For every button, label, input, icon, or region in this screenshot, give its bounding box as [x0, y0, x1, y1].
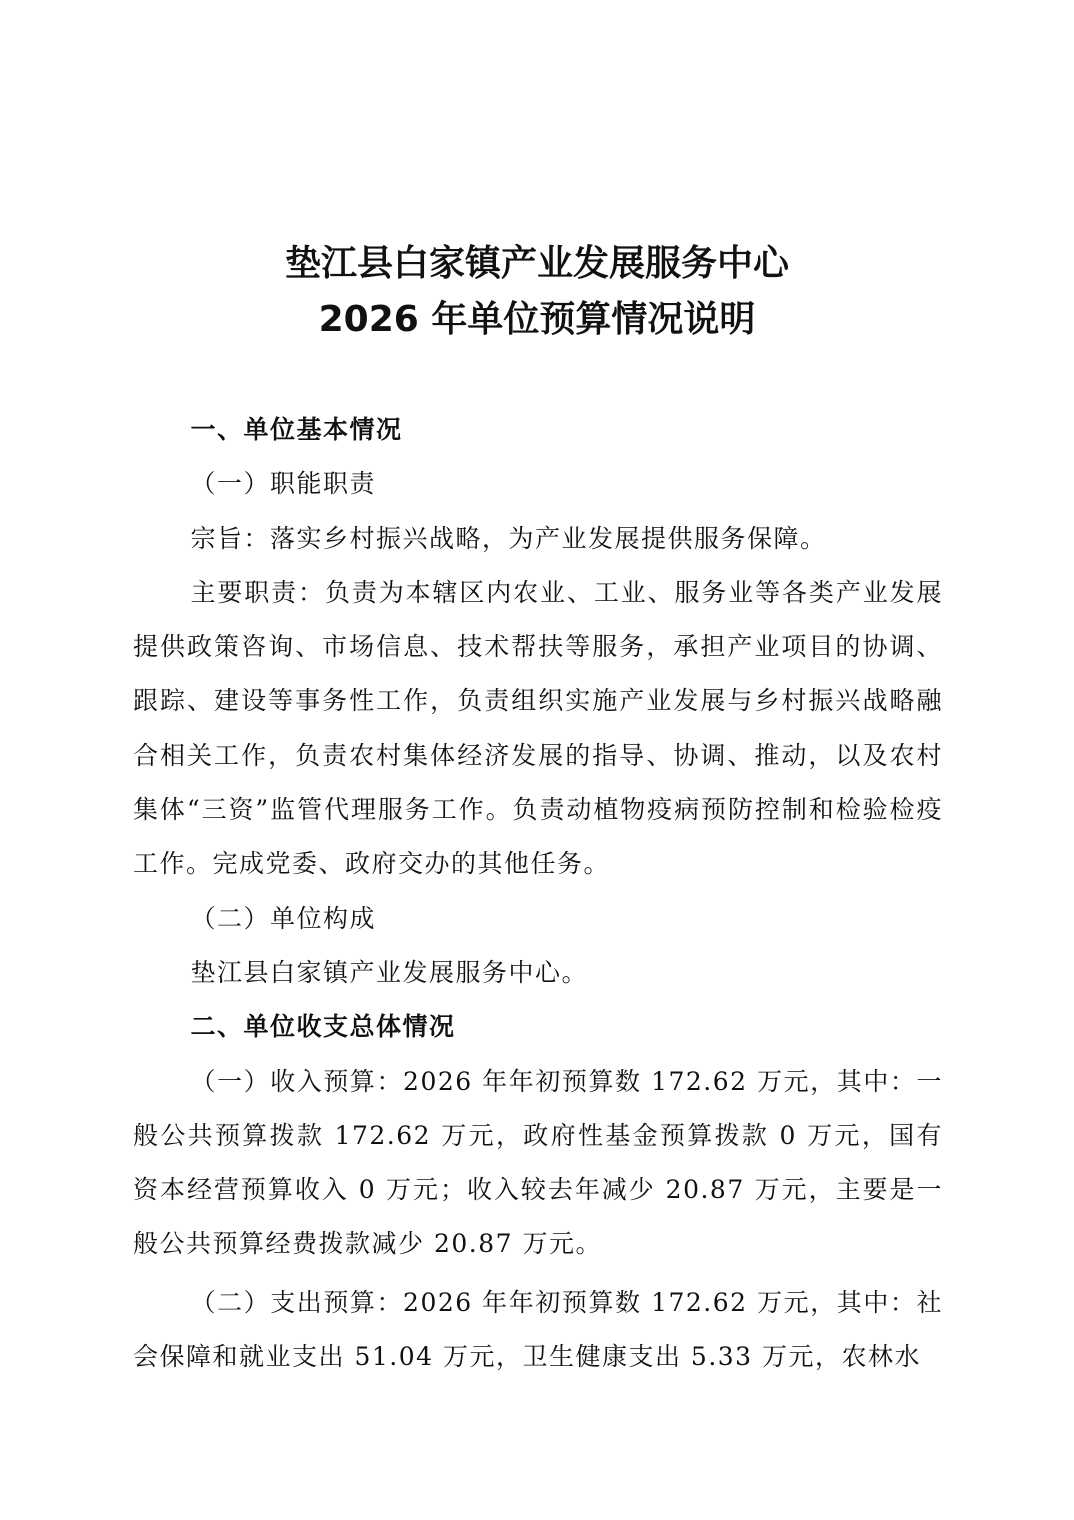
paragraph-purpose: 宗旨：落实乡村振兴战略，为产业发展提供服务保障。 — [190, 523, 827, 553]
paragraph-composition: 垫江县白家镇产业发展服务中心。 — [190, 957, 589, 987]
document-title-line-1: 垫江县白家镇产业发展服务中心 — [284, 243, 789, 284]
subsection-heading-composition: （二）单位构成 — [190, 903, 377, 933]
document-title-line-2: 2026 年单位预算情况说明 — [318, 299, 756, 340]
subsection-heading-functions: （一）职能职责 — [190, 469, 377, 499]
paragraph-expense-budget: （二）支出预算：2026 年年初预算数 172.62 万元，其中：社会保障和就业支出 51.04 万元，卫生健康支出 5.33 万元，农林水 — [133, 1287, 943, 1372]
paragraph-main-duties: 主要职责：负责为本辖区内农业、工业、服务业等各类产业发展提供政策咨询、市场信息、技术帮扶等服务，承担产业项目的协调、跟踪、建设等事务性工作，负责组织实施产业发展与乡村振兴战略融合相关工作，负责农村集体经济发展的指导、协调、推动，以及农村集体“三资”监管代理服务工作。负责动植物疫病预防控制和检验检疫工作。完成党委、政府交办的其他任务。 — [133, 577, 943, 879]
paragraph-income-budget: （一）收入预算：2026 年年初预算数 172.62 万元，其中：一般公共预算拨款 172.62 万元，政府性基金预算拨款 0 万元，国有资本经营预算收入 0 万元；收入较去年减少 20.87 万元，主要是一般公共预算经费拨款减少 20.87 万元。 — [133, 1066, 943, 1259]
section-heading-income-expense: 二、单位收支总体情况 — [190, 1012, 456, 1042]
document-body — [133, 403, 943, 1384]
section-heading-basic-info: 一、单位基本情况 — [190, 415, 403, 444]
